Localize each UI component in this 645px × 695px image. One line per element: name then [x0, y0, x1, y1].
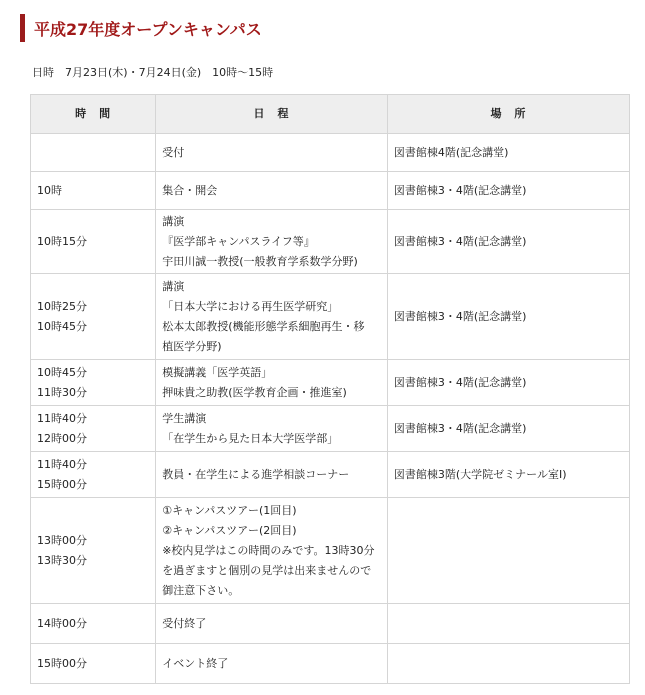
- program-cell-line: 押味貴之助教(医学教育企画・推進室): [162, 385, 347, 399]
- time-cell: [31, 360, 156, 406]
- table-row: [31, 406, 630, 452]
- program-cell-line: 受付終了: [162, 616, 207, 630]
- table-row: [31, 210, 630, 274]
- program-cell: [156, 452, 388, 498]
- time-cell: [31, 406, 156, 452]
- time-cell: [31, 274, 156, 360]
- table-row: [31, 274, 630, 360]
- table-row: [31, 644, 630, 684]
- program-cell: [156, 172, 388, 210]
- time-cell-line: 15時00分: [37, 656, 87, 670]
- schedule-body: [31, 134, 630, 684]
- header-place: 場 所: [387, 95, 629, 134]
- program-cell-line: 集合・開会: [162, 183, 218, 197]
- program-cell: [156, 210, 388, 274]
- program-cell-line: 受付: [162, 145, 185, 159]
- program-cell-line: 植医学分野): [162, 339, 222, 353]
- program-cell-line: 講演: [162, 279, 185, 293]
- table-row: [31, 604, 630, 644]
- table-row: [31, 134, 630, 172]
- time-cell: [31, 172, 156, 210]
- place-cell: [387, 644, 629, 684]
- time-cell-line: 11時40分: [37, 411, 87, 425]
- time-cell-line: 12時00分: [37, 431, 87, 445]
- program-cell-line: イベント終了: [162, 656, 229, 670]
- place-cell: [387, 604, 629, 644]
- program-cell-line: ①キャンパスツアー(1回目): [162, 503, 297, 517]
- time-cell-line: 11時30分: [37, 385, 87, 399]
- place-cell: 図書館棟3・4階(記念講堂): [387, 406, 629, 452]
- program-cell-line: ※校内見学はこの時間のみです。13時30分: [162, 543, 375, 557]
- program-cell: [156, 604, 388, 644]
- program-cell: [156, 134, 388, 172]
- program-cell-line: 御注意下さい。: [162, 583, 240, 597]
- program-cell-line: 教員・在学生による進学相談コーナー: [162, 467, 350, 481]
- program-cell-line: 「在学生から見た日本大学医学部」: [162, 431, 339, 445]
- place-cell: 図書館棟3・4階(記念講堂): [387, 360, 629, 406]
- header-program: 日 程: [156, 95, 388, 134]
- header-time: 時 間: [31, 95, 156, 134]
- page-title: 平成27年度オープンキャンパス: [20, 14, 262, 42]
- table-row: [31, 172, 630, 210]
- time-cell: [31, 452, 156, 498]
- time-cell: [31, 644, 156, 684]
- place-cell: [387, 498, 629, 604]
- program-cell: [156, 406, 388, 452]
- table-row: [31, 498, 630, 604]
- event-dates: 日時 7月23日(木)・7月24日(金) 10時〜15時: [32, 66, 274, 79]
- table-row: [31, 360, 630, 406]
- time-cell-line: 10時25分: [37, 299, 87, 313]
- program-cell: [156, 644, 388, 684]
- place-cell: 図書館棟4階(記念講堂): [387, 134, 629, 172]
- time-cell-line: 15時00分: [37, 477, 87, 491]
- program-cell: [156, 360, 388, 406]
- program-cell-line: を過ぎますと個別の見学は出来ませんので: [162, 563, 372, 577]
- time-cell: [31, 604, 156, 644]
- time-cell-line: 10時: [37, 183, 62, 197]
- place-cell: 図書館棟3・4階(記念講堂): [387, 274, 629, 360]
- place-cell: 図書館棟3・4階(記念講堂): [387, 172, 629, 210]
- program-cell-line: 「日本大学における再生医学研究」: [162, 299, 339, 313]
- program-cell-line: 『医学部キャンパスライフ等』: [162, 234, 315, 248]
- program-cell-line: 講演: [162, 214, 185, 228]
- program-cell-line: 宇田川誠一教授(一般教育学系数学分野): [162, 254, 358, 268]
- time-cell-line: 14時00分: [37, 616, 87, 630]
- time-cell-line: 10時45分: [37, 319, 87, 333]
- program-cell: [156, 274, 388, 360]
- time-cell-line: 13時30分: [37, 553, 87, 567]
- table-row: [31, 452, 630, 498]
- program-cell-line: ②キャンパスツアー(2回目): [162, 523, 297, 537]
- program-cell-line: 学生講演: [162, 411, 207, 425]
- place-cell: 図書館棟3・4階(記念講堂): [387, 210, 629, 274]
- time-cell: [31, 134, 156, 172]
- time-cell-line: 11時40分: [37, 457, 87, 471]
- table-header-row: [31, 95, 630, 134]
- time-cell: [31, 498, 156, 604]
- schedule-table: [30, 94, 630, 684]
- time-cell-line: 10時15分: [37, 234, 87, 248]
- program-cell: [156, 498, 388, 604]
- time-cell-line: 13時00分: [37, 533, 87, 547]
- program-cell-line: 模擬講義「医学英語」: [162, 365, 273, 379]
- place-cell: 図書館棟3階(大学院ゼミナール室Ⅰ): [387, 452, 629, 498]
- time-cell-line: 10時45分: [37, 365, 87, 379]
- time-cell: [31, 210, 156, 274]
- program-cell-line: 松本太郎教授(機能形態学系細胞再生・移: [162, 319, 365, 333]
